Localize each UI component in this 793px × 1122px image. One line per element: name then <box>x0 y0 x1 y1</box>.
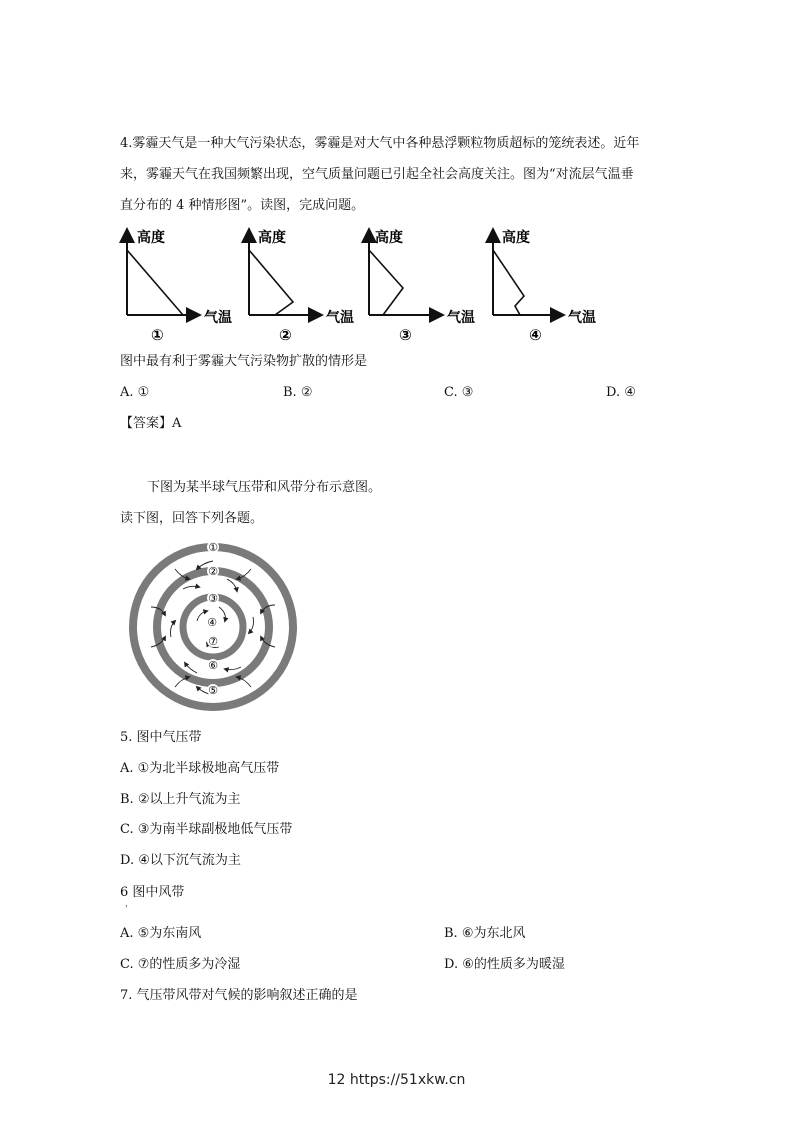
q6-title: 6 图中风带 <box>120 885 185 900</box>
q6-mark: ， <box>125 899 135 909</box>
ring-label-2: ② <box>208 565 218 578</box>
ring-label-7: ⑦ <box>208 635 218 648</box>
ring-label-1: ① <box>208 541 218 554</box>
graph-1-ylabel: 高度 <box>137 230 165 246</box>
q5-option-d: D. ④以下沉气流为主 <box>120 853 241 868</box>
graph-4-xlabel: 气温 <box>568 310 596 326</box>
ring-label-6: ⑥ <box>208 659 218 672</box>
q6-option-b: B. ⑥为东北风 <box>444 926 526 941</box>
graph-1 <box>127 229 232 344</box>
q4-option-d: D. ④ <box>606 385 636 400</box>
q6-option-c: C. ⑦的性质多为冷湿 <box>120 957 241 972</box>
q5-option-a: A. ①为北半球极地高气压带 <box>120 761 280 776</box>
ring-label-3: ③ <box>208 592 218 605</box>
q4-stem-line-1: 4.雾霾天气是一种大气污染状态，雾霾是对大气中各种悬浮颗粒物质超标的笼统表述。近年 <box>120 136 640 151</box>
q7-title: 7. 气压带风带对气候的影响叙述正确的是 <box>120 988 358 1003</box>
page-footer: 12 https://51xkw.cn <box>327 1072 466 1088</box>
q4-option-a: A. ① <box>120 385 150 400</box>
graph-4-ylabel: 高度 <box>502 230 530 246</box>
graph-2-ylabel: 高度 <box>258 230 286 246</box>
graph-1-xlabel: 气温 <box>204 310 232 326</box>
graph-4-label: ④ <box>529 326 542 344</box>
graph-3-label: ③ <box>399 326 412 344</box>
graph-1-label: ① <box>151 326 164 344</box>
ring-label-5: ⑤ <box>208 684 218 697</box>
pressure-wind-belt-diagram <box>123 537 303 717</box>
graph-2-label: ② <box>279 326 292 344</box>
temperature-profile-graphs <box>0 225 793 345</box>
q5-option-c: C. ③为南半球副极地低气压带 <box>120 822 293 837</box>
intro-line-2: 读下图，回答下列各题。 <box>120 511 264 526</box>
q5-option-b: B. ②以上升气流为主 <box>120 792 241 807</box>
graph-3-xlabel: 气温 <box>447 310 475 326</box>
intro-line-1: 下图为某半球气压带和风带分布示意图。 <box>147 480 382 495</box>
q5-title: 5. 图中气压带 <box>120 730 202 745</box>
ring-label-4: ④ <box>207 616 217 629</box>
q4-stem-line-2: 来，雾霾天气在我国频繁出现，空气质量问题已引起全社会高度关注。图为“对流层气温垂 <box>120 167 634 182</box>
q4-answer: 【答案】A <box>120 416 182 431</box>
q4-question: 图中最有利于雾霾大气污染物扩散的情形是 <box>120 354 368 369</box>
q4-option-b: B. ② <box>283 385 313 400</box>
graph-3 <box>369 229 475 344</box>
graph-2 <box>249 229 354 344</box>
q4-stem-line-3: 直分布的 4 种情形图”。读图，完成问题。 <box>120 198 365 213</box>
graph-3-ylabel: 高度 <box>375 230 403 246</box>
q6-option-d: D. ⑥的性质多为暖湿 <box>444 957 565 972</box>
graph-4 <box>493 229 596 344</box>
graph-2-xlabel: 气温 <box>326 310 354 326</box>
q6-option-a: A. ⑤为东南风 <box>120 926 202 941</box>
q4-option-c: C. ③ <box>444 385 474 400</box>
